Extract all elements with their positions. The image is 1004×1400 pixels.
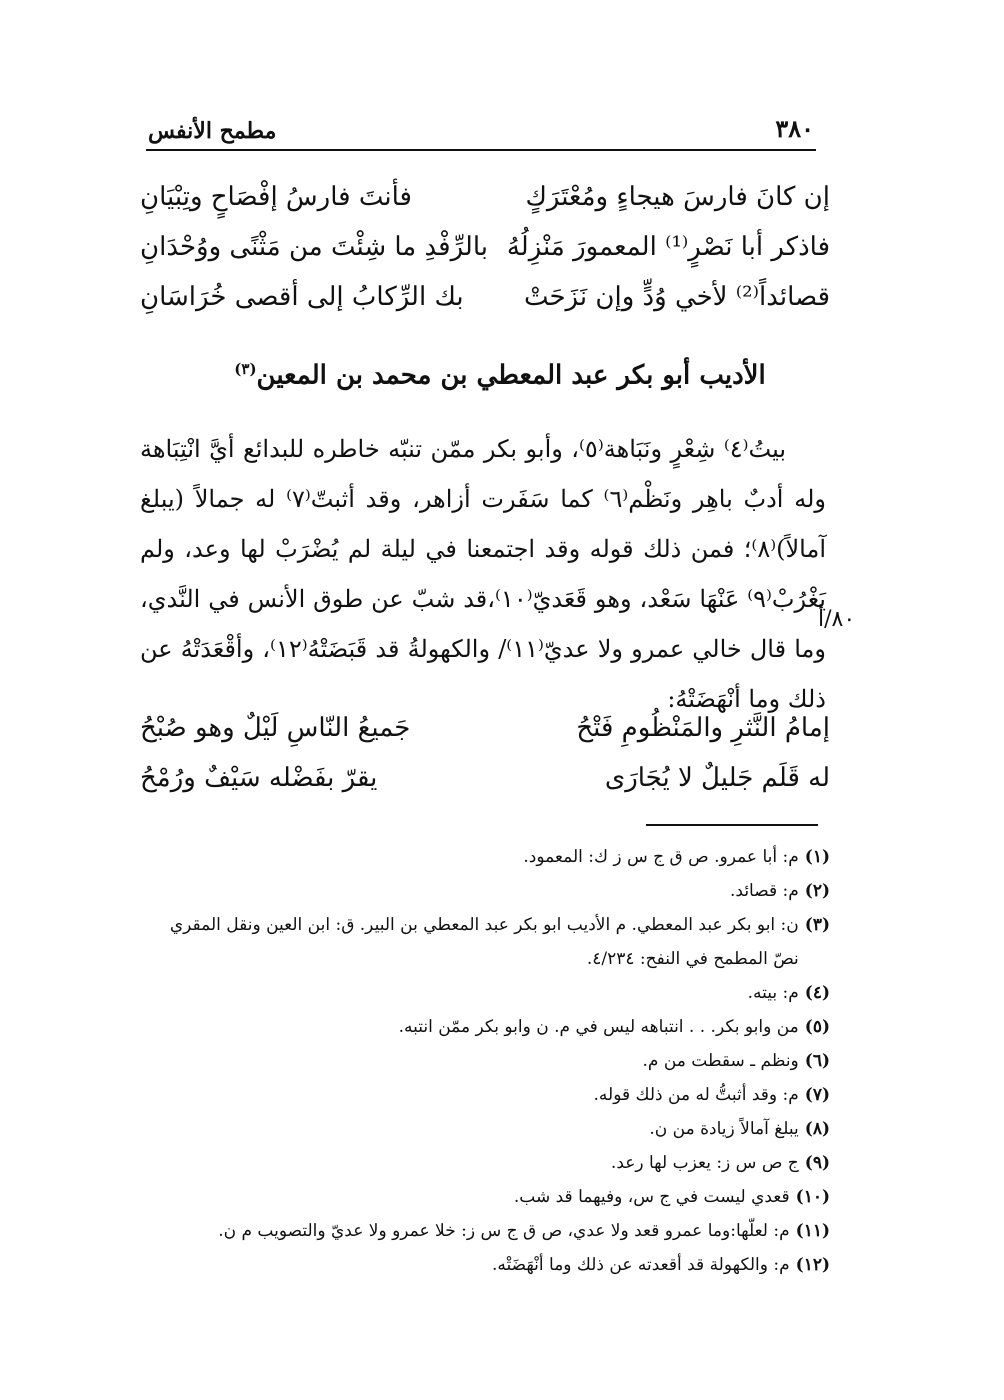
verse-hemistich-left: يقرّ بفَضْله سَيْفٌ ورُمْحُ [140, 763, 378, 793]
verse-hemistich-right: قصائداً⁽²⁾ لأخي وُدٍّ وإن نَزَحَتْ [523, 282, 830, 312]
footnote [150, 1078, 830, 1112]
footnote-number: (٥) [804, 1017, 830, 1037]
footnote [150, 976, 830, 1010]
section-heading [140, 360, 860, 391]
footnote-number: (٦) [804, 1051, 830, 1071]
verse-hemistich-right: فاذكر أبا نَصْرٍ⁽¹⁾ المعمورَ مَنْزِلُهُ [506, 232, 830, 262]
verse-hemistich-right: إمامُ النَّثرِ والمَنْظُومِ فَتْحُ [576, 713, 830, 743]
footnote [150, 1010, 830, 1044]
footnote-number: (١٢) [795, 1255, 830, 1275]
verse-hemistich-right: إن كانَ فارسَ هيجاءٍ ومُعْتَرَكٍ [525, 182, 830, 212]
footnote-number: (٢) [804, 881, 830, 901]
footnote-text: ج ص س ز: يعزب لها رعد. [610, 1153, 799, 1173]
page-number: ٣٨٠ [775, 114, 814, 143]
verse-line [140, 222, 830, 272]
verse-line [140, 172, 830, 222]
verse-line [140, 703, 830, 753]
footnote [150, 1214, 830, 1248]
verse-hemistich-left: جَميعُ النّاسِ لَيْلٌ وهو صُبْحُ [140, 713, 411, 743]
verse-block-bottom [140, 703, 830, 803]
footnote [150, 1044, 830, 1078]
footnote [150, 874, 830, 908]
footnote-text: م: بيته. [747, 983, 799, 1003]
prose-paragraph: بيتُ⁽٤⁾ شِعْرٍ ونَبَاهة⁽٥⁾، وأبو بكر ممّن تنبّه خاطره للبدائع أيَّ انْتِبَاهة وله أدبٌ باهِر ونَظْم⁽٦⁾ كما سَفَرت أزاهر، وقد أثبتّ⁽٧⁾ له جمالاً (يبلغ آمالاً)⁽٨⁾؛ فمن ذلك قوله وقد اجتمعنا في ليلة لم يُضْرَبْ لها وعد، ولم يَغْرُبْ⁽٩⁾ عَنْهَا سَعْد، وهو قَعَديّ⁽١٠⁾،قد شبّ عن طوق الأنس في النَّدي، وما قال خالي عمرو ولا عديّ⁽١١⁾/ والكهولةُ قد قَبَضَتْهُ⁽١٢⁾، وأقْعَدَتْهُ عن ذلك وما أنْهَضَتْهُ: [140, 435, 826, 713]
footnote [150, 1146, 830, 1180]
section-heading-text: الأديب أبو بكر عبد المعطي بن محمد بن المعين [256, 360, 766, 391]
running-title: مطمح الأنفس [148, 118, 277, 144]
footnote [150, 1112, 830, 1146]
footnote-number: (٩) [804, 1153, 830, 1173]
verse-line [140, 753, 830, 803]
verse-block-top [140, 172, 830, 322]
section-heading-note: (٣) [234, 360, 257, 378]
verse-hemistich-left: بك الرِّكابُ إلى أقصى خُرَاسَانِ [140, 282, 464, 312]
footnote-number: (٧) [804, 1085, 830, 1105]
footnote-number: (١٠) [795, 1187, 830, 1207]
footnote [150, 1248, 830, 1282]
footnote-text: من وابو بكر. . . انتباهه ليس في م. ن وابو بكر ممّن انتبه. [398, 1017, 799, 1037]
footnote-text: ن: ابو بكر عبد المعطي. م الأديب ابو بكر عبد المعطي بن البير. ق: ابن العين ونقل المقري نصّ المطمح في النفح: ٤/٢٣٤. [169, 915, 799, 969]
footnote-text: يبلغ آمالاً زيادة من ن. [649, 1119, 799, 1139]
header-rule [146, 149, 816, 151]
footnote-text: م: أبا عمرو. ص ق ج س ز ك: المعمود. [523, 847, 799, 867]
footnote-text: ونظم ـ سقطت من م. [642, 1051, 799, 1071]
footnote [150, 1180, 830, 1214]
footnotes [150, 840, 830, 1282]
footnote-number: (٣) [804, 915, 830, 935]
footnote-number: (١) [804, 847, 830, 867]
manuscript-folio-mark: ٨٠/أ [818, 607, 856, 632]
footnote-rule [646, 824, 818, 826]
footnote-text: قعدي ليست في ج س، وفيهما قد شب. [513, 1187, 790, 1207]
footnote-number: (٤) [804, 983, 830, 1003]
verse-hemistich-left: بالرِّفْدِ ما شِئْتَ من مَثْنًى ووُحْدَانِ [140, 232, 488, 262]
prose-body [140, 424, 826, 724]
verse-hemistich-left: فأنتَ فارسُ إفْصَاحٍ وتِبْيَانِ [140, 182, 412, 212]
footnote-text: م: قصائد. [730, 881, 799, 901]
verse-line [140, 272, 830, 322]
footnote [150, 840, 830, 874]
footnote-text: م: لعلّها:وما عمرو قعد ولا عدي، ص ق ج س ز: خلا عمرو ولا عديّ والتصويب م ن. [218, 1221, 790, 1241]
footnote-text: م: وقد أثبتُّ له من ذلك قوله. [593, 1085, 799, 1105]
verse-hemistich-right: له قَلَم جَليلٌ لا يُجَارَى [604, 763, 830, 793]
footnote [150, 908, 830, 976]
footnote-number: (٨) [804, 1119, 830, 1139]
footnote-number: (١١) [795, 1221, 830, 1241]
footnote-text: م: والكهولة قد أقعدته عن ذلك وما أنْهَضَتْه. [491, 1255, 790, 1275]
